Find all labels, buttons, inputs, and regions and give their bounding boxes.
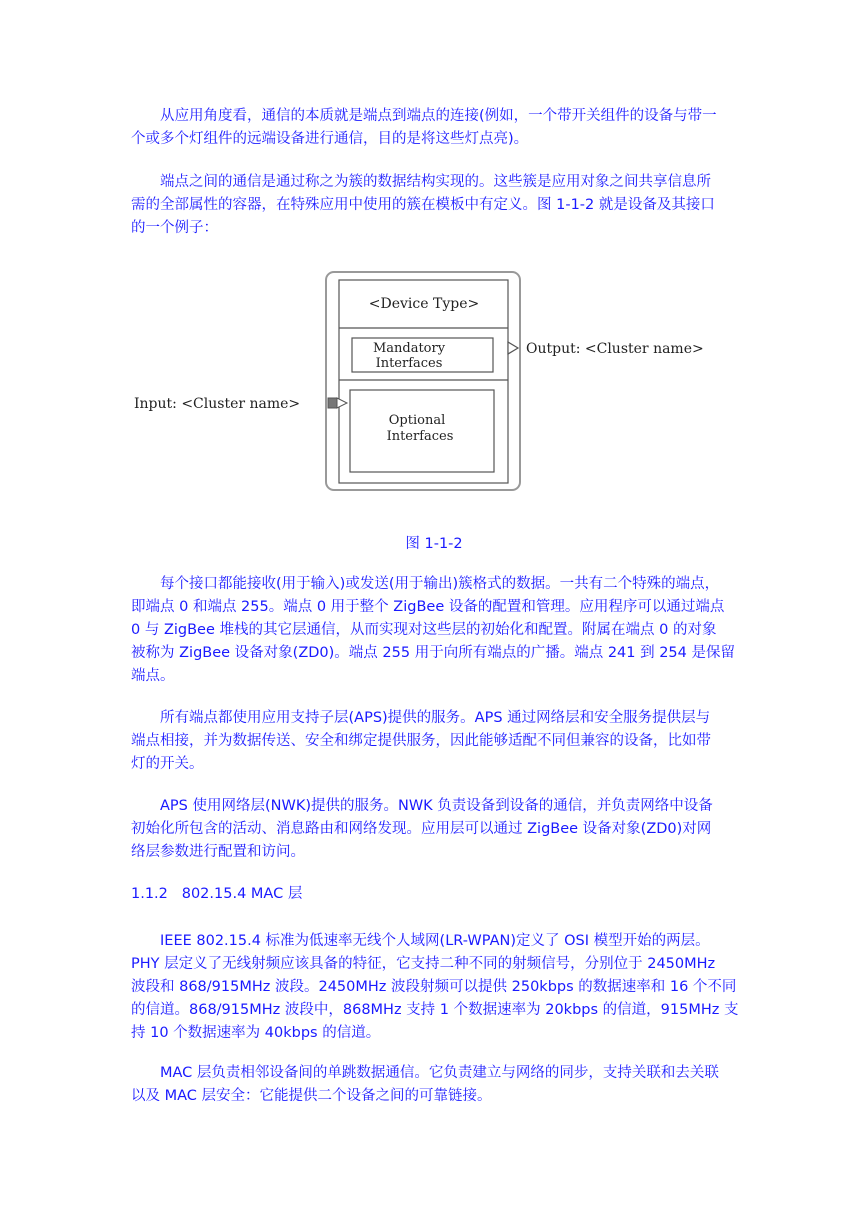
paragraph-line: 被称为 ZigBee 设备对象(ZD0)。端点 255 用于向所有端点的广播。端点 241 到 254 是保留: [131, 645, 735, 661]
paragraph-line: 从应用角度看，通信的本质就是端点到端点的连接(例如，一个带开关组件的设备与带一: [160, 108, 717, 124]
paragraph-line: 灯的开关。: [131, 756, 204, 772]
paragraph-5: [131, 795, 741, 864]
paragraph-line: 以及 MAC 层安全：它能提供二个设备之间的可靠链接。: [131, 1088, 492, 1104]
paragraph-line: 的一个例子：: [131, 220, 218, 236]
paragraph-line: IEEE 802.15.4 标准为低速率无线个人域网(LR-WPAN)定义了 OSI 模型开始的两层。: [160, 933, 710, 949]
input-label: Input: <Cluster name>: [134, 396, 301, 412]
paragraph-3: [131, 573, 741, 688]
paragraph-line: MAC 层负责相邻设备间的单跳数据通信。它负责建立与网络的同步，支持关联和去关联: [160, 1065, 719, 1081]
paragraph-line: 所有端点都使用应用支持子层(APS)提供的服务。APS 通过网络层和安全服务提供层与: [160, 710, 711, 726]
output-connector-icon: [508, 342, 518, 354]
mandatory-label: Mandatory: [372, 341, 446, 356]
paragraph-line: 端点。: [131, 668, 175, 684]
device-interface-diagram: [130, 268, 740, 500]
paragraph-line: 波段和 868/915MHz 波段。2450MHz 波段射频可以提供 250kbps 的数据速率和 16 个不同: [131, 979, 737, 995]
paragraph-line: 初始化所包含的活动、消息路由和网络发现。应用层可以通过 ZigBee 设备对象(ZD0)对网: [131, 821, 712, 837]
paragraph-line: 持 10 个数据速率为 40kbps 的信道。: [131, 1025, 381, 1041]
section-heading: [131, 883, 302, 906]
section-number: 1.1.2: [131, 886, 168, 902]
paragraph-line: 每个接口都能接收(用于输入)或发送(用于输出)簇格式的数据。一共有二个特殊的端点，: [160, 576, 720, 592]
paragraph-line: 0 与 ZigBee 堆栈的其它层通信，从而实现对这些层的初始化和配置。附属在端点 0 的对象: [131, 622, 717, 638]
paragraph-line: 端点之间的通信是通过称之为簇的数据结构实现的。这些簇是应用对象之间共享信息所: [160, 174, 711, 190]
paragraph-line: 端点相接，并为数据传送、安全和绑定提供服务，因此能够适配不同但兼容的设备，比如带: [131, 733, 711, 749]
input-connector-icon: [328, 398, 337, 408]
paragraph-1: [131, 105, 741, 151]
interfaces-label: Interfaces: [386, 429, 454, 444]
paragraph-line: 需的全部属性的容器，在特殊应用中使用的簇在模板中有定义。图 1-1-2 就是设备及其接口: [131, 197, 715, 213]
paragraph-line: 个或多个灯组件的远端设备进行通信，目的是将这些灯点亮)。: [131, 131, 529, 147]
paragraph-7: [131, 1062, 741, 1108]
paragraph-2: [131, 171, 741, 240]
paragraph-line: 络层参数进行配置和访问。: [131, 844, 305, 860]
paragraph-6: [131, 930, 741, 1045]
paragraph-line: 的信道。868/915MHz 波段中，868MHz 支持 1 个数据速率为 20kbps 的信道，915MHz 支: [131, 1002, 739, 1018]
device-type-label: <Device Type>: [368, 296, 480, 312]
paragraph-line: PHY 层定义了无线射频应该具备的特征，它支持二种不同的射频信号，分别位于 2450MHz: [131, 956, 716, 972]
paragraph-line: 即端点 0 和端点 255。端点 0 用于整个 ZigBee 设备的配置和管理。应用程序可以通过端点: [131, 599, 725, 615]
figure-caption: 图 1-1-2: [405, 536, 463, 552]
paragraph-4: [131, 707, 741, 776]
interfaces-label: Interfaces: [375, 356, 443, 371]
paragraph-line: APS 使用网络层(NWK)提供的服务。NWK 负责设备到设备的通信，并负责网络中设备: [160, 798, 713, 814]
device-interface-figure: [130, 268, 740, 504]
section-title: 802.15.4 MAC 层: [181, 886, 303, 902]
output-label: Output: <Cluster name>: [526, 341, 704, 357]
optional-label: Optional: [388, 413, 446, 428]
input-arrow-icon: [337, 398, 347, 408]
